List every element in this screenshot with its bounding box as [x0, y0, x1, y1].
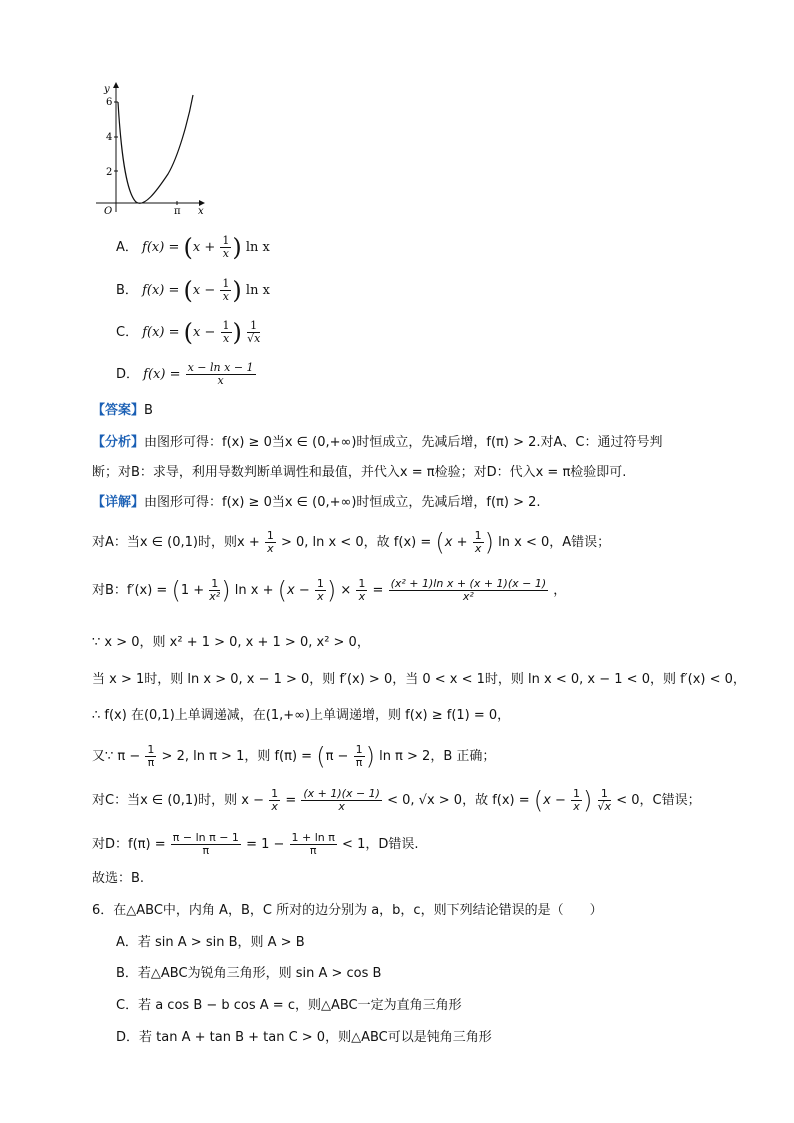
detail-d: 对D：f(π) = $\frac{\text{π − ln π − 1}}{\pi}$ = 1 − $\frac{\text{1 + ln π}}{\pi}$ < 1，D错误.: [92, 831, 419, 858]
q6-option-c: C．若 a cos B − b cos A = c，则△ABC一定为直角三角形: [116, 998, 462, 1013]
y-axis-arrow: [113, 82, 119, 88]
detail-a: 对A：当x ∈ (0,1)时，则x + $\frac{1}{x}$ > 0, ln x < 0，故 f(x) = (x + $\frac{1}{x}$ ) ln x < 0，A错误；: [92, 528, 611, 557]
answer-tag: 【答案】: [92, 403, 145, 418]
analysis-line-2: 断；对B：求导，利用导数判断单调性和最值，并代入x = π检验；对D：代入x = π检验即可.: [92, 465, 627, 480]
detail-pi: 又∵ π − $\frac{1}{\pi}$ > 2, ln π > 1，则 f(π) = (π − $\frac{1}{\pi}$ ) ln π > 2，B 正确；: [92, 742, 496, 771]
q6-option-d: D．若 tan A + tan B + tan C > 0，则△ABC可以是钝角三角形: [116, 1030, 492, 1045]
origin-label: O: [104, 206, 113, 217]
detail-when: 当 x > 1时，则 ln x > 0, x − 1 > 0，则 f′(x) > 0，当 0 < x < 1时，则 ln x < 0, x − 1 < 0，则 f′(x) < 0，: [92, 672, 746, 687]
detail-tag: 【详解】: [92, 495, 145, 510]
curve: [118, 95, 193, 203]
detail-c: 对C：当x ∈ (0,1)时，则 x − $\frac{1}{x}$ = $\frac{(x + 1)(x - 1)}{x}$ < 0, √x > 0，故 f(x) = (x − $\frac{1}{x}$ ) $\frac{1}{√x}$ < 0，C错误；: [92, 786, 701, 815]
option-c: C． f(x) = (x − $\frac{1}{x}$ ) $\frac{1}{√x}$: [116, 318, 261, 347]
detail-mono: ∴ f(x) 在(0,1)上单调递减，在(1,+∞)上单调递增，则 f(x) ≥ f(1) = 0，: [92, 708, 511, 723]
x-label: x: [198, 206, 204, 217]
detail-line-1: 【详解】由图形可得：f(x) ≥ 0当x ∈ (0,+∞)时恒成立，先减后增，f(π) > 2.: [92, 495, 541, 510]
ytick-2: 2: [106, 167, 113, 178]
detail-b: 对B：f′(x) = (1 + $\frac{1}{\text{x²}}$ ) ln x + (x − $\frac{1}{x}$ ) × $\frac{1}{x}$ = $\frac{\text{(x² + 1)ln x + (x + 1)(x − 1)}}{\text{x²}}$ ，: [92, 576, 567, 605]
detail-choose: 故选：B.: [92, 871, 145, 886]
function-graph: [88, 82, 213, 222]
analysis-tag: 【分析】: [92, 435, 145, 450]
answer-value: B: [144, 403, 153, 418]
answer-line: [92, 404, 153, 417]
detail-because: ∵ x > 0，则 x² + 1 > 0, x + 1 > 0, x² > 0，: [92, 635, 370, 650]
ytick-4: 4: [106, 132, 113, 143]
analysis-line-1: 【分析】由图形可得：f(x) ≥ 0当x ∈ (0,+∞)时恒成立，先减后增，f(π) > 2.对A、C：通过符号判: [92, 435, 663, 450]
q6-option-b: B．若△ABC为锐角三角形，则 sin A > cos B: [116, 966, 382, 981]
option-a: A． f(x) = (x + $\frac{1}{x}$ ) ln x: [116, 233, 270, 262]
option-d: D． f(x) = $\frac{\text{x − ln x − 1}}{x}$: [116, 361, 254, 388]
pi-label: π: [174, 206, 181, 217]
q6-stem: 6．在△ABC中，内角 A，B，C 所对的边分别为 a，b，c，则下列结论错误的是（ ）: [92, 903, 603, 918]
ytick-6: 6: [106, 97, 113, 108]
q6-option-a: A．若 sin A > sin B，则 A > B: [116, 935, 305, 950]
y-label: y: [104, 84, 110, 95]
option-b: B． f(x) = (x − $\frac{1}{x}$ ) ln x: [116, 276, 270, 305]
